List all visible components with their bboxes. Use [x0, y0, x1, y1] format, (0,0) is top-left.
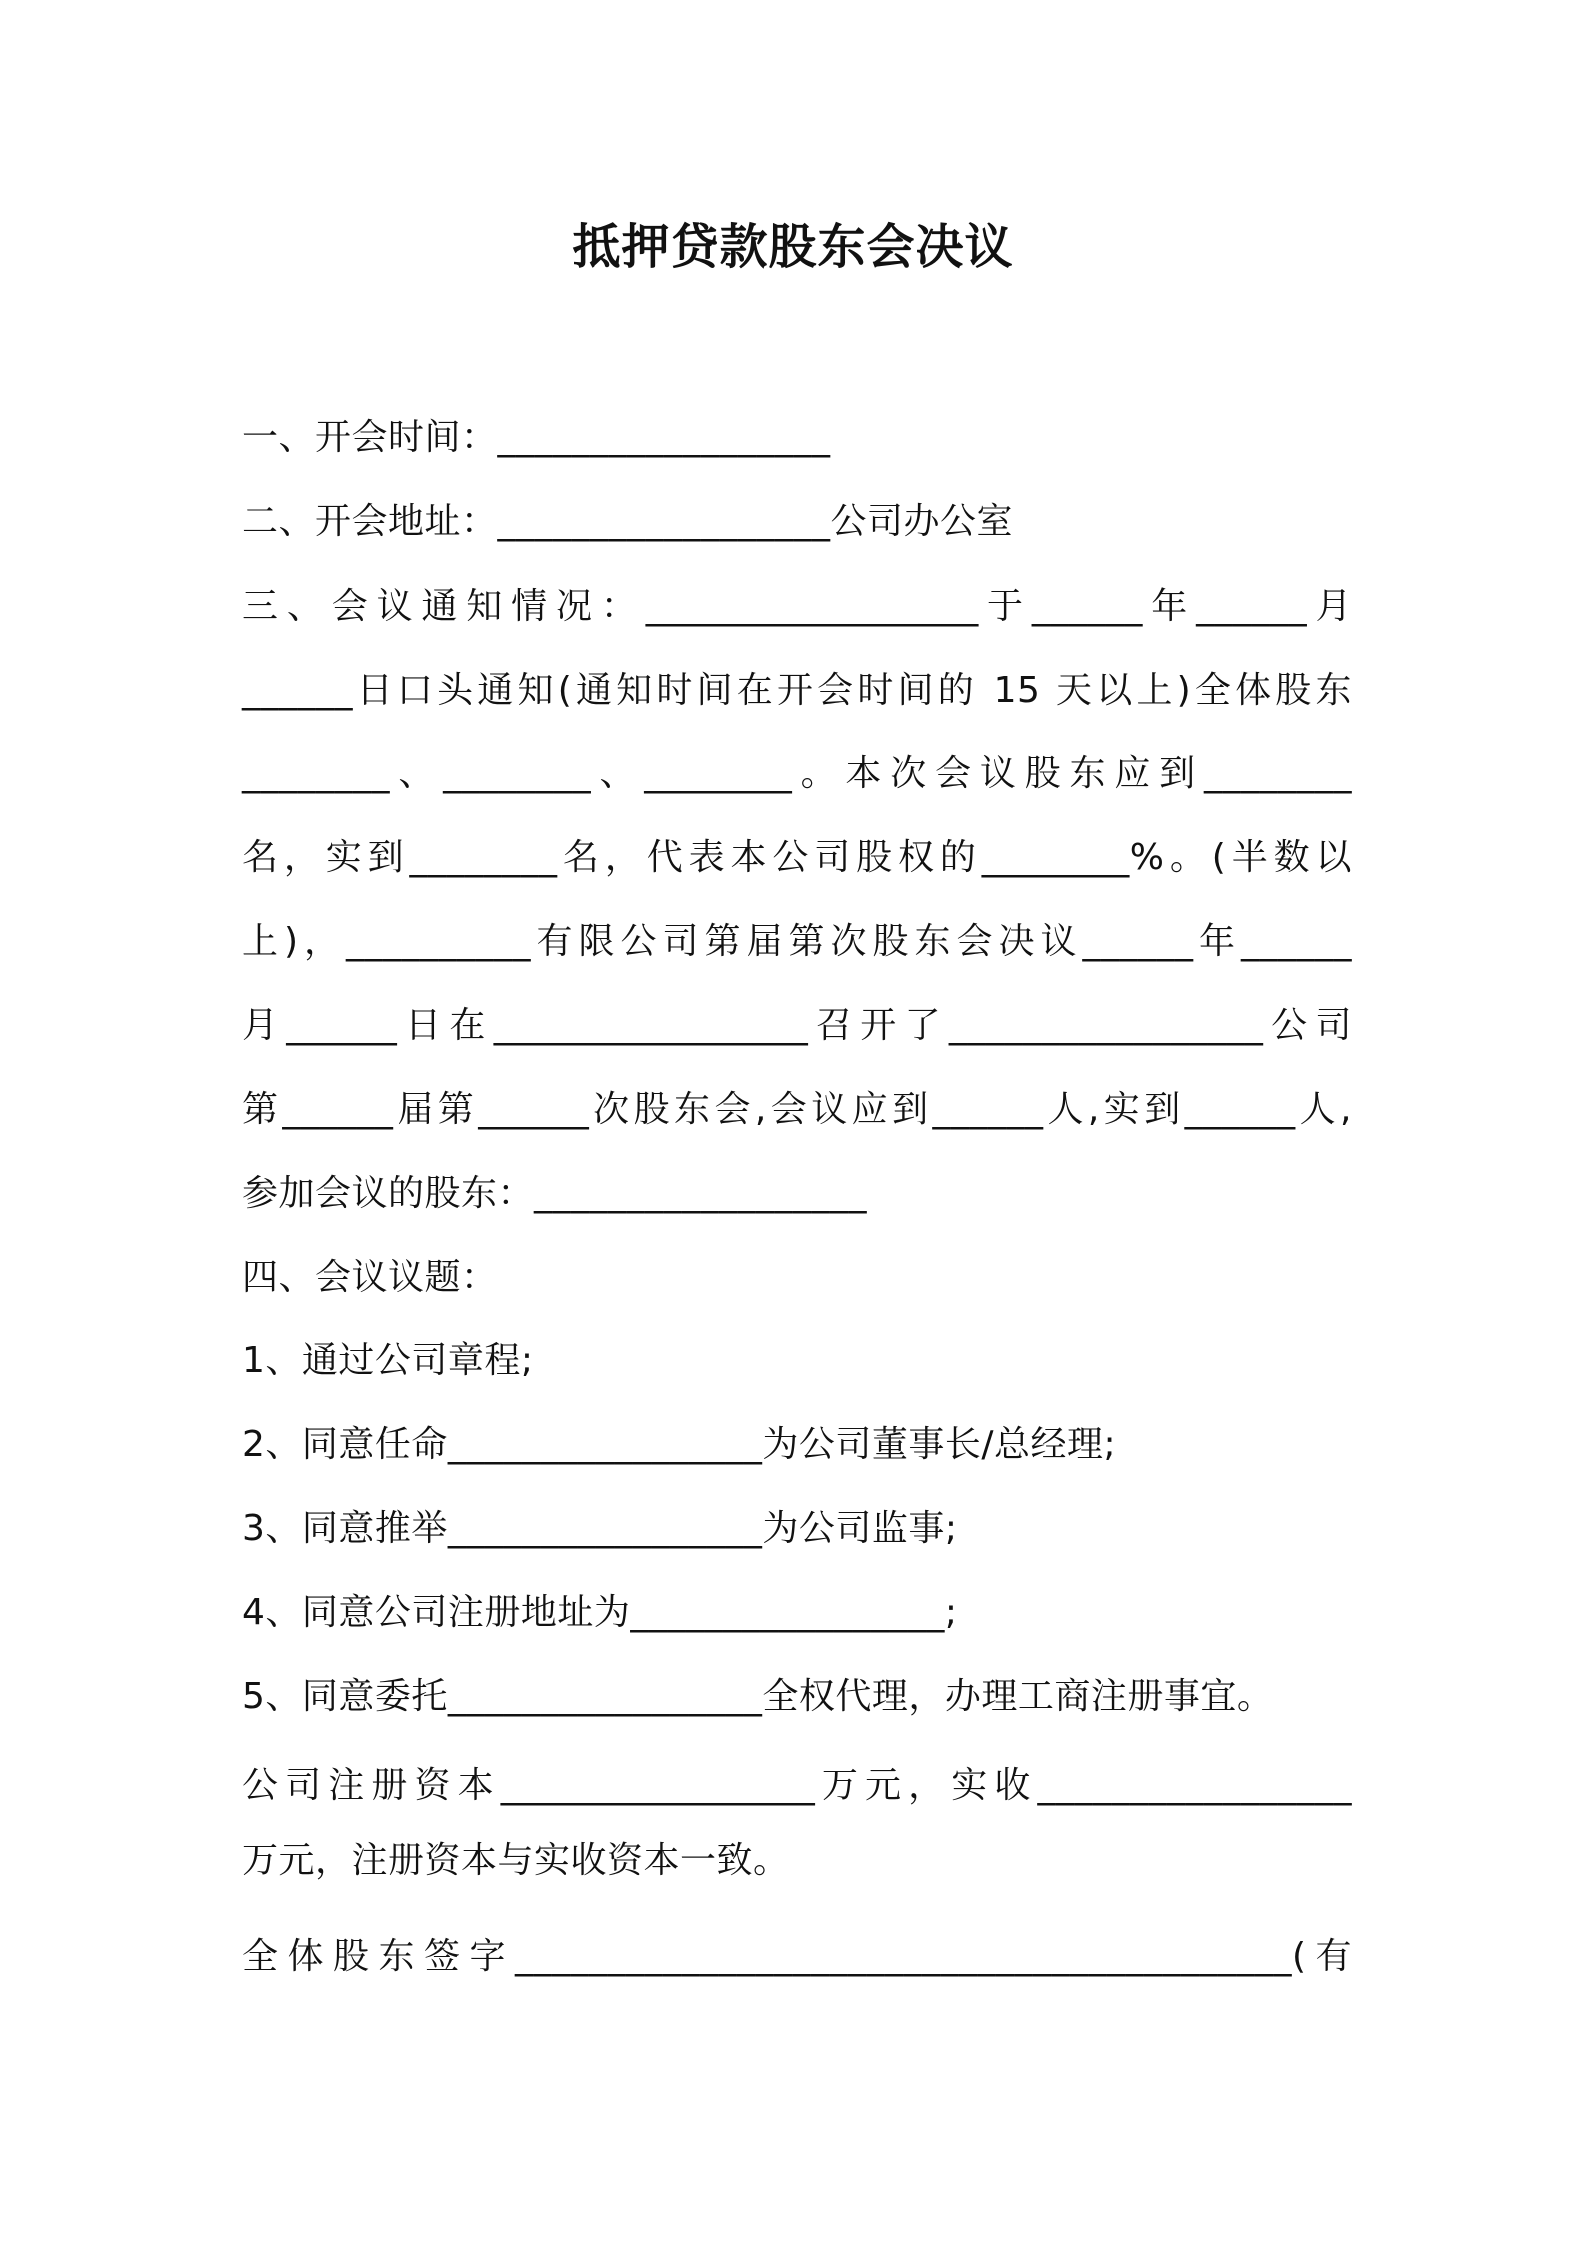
agenda-item: 4、同意公司注册地址为_________________;: [242, 1592, 958, 1633]
registered-capital-line: 公司注册资本_________________万元，实收_________________: [242, 1765, 1352, 1806]
shareholders-line: ________、________、________。本次会议股东应到________: [242, 753, 1352, 794]
meeting-notice-line: 三、会议通知情况：__________________于______年______月: [242, 586, 1352, 627]
attendance-line: 名，实到________名，代表本公司股权的________%。(半数以: [242, 837, 1352, 878]
attending-shareholders-line: 参加会议的股东：__________________: [242, 1173, 868, 1214]
meeting-address-line: 二、开会地址：__________________公司办公室: [242, 501, 1014, 542]
agenda-item: 2、同意任命_________________为公司董事长/总经理;: [242, 1424, 1117, 1465]
session-count-line: 第______届第______次股东会,会议应到______人,实到______人,: [242, 1089, 1352, 1130]
shareholder-signature-line: 全体股东签字__________________________________________(有: [242, 1936, 1352, 1977]
agenda-item: 3、同意推举_________________为公司监事;: [242, 1508, 958, 1549]
agenda-heading: 四、会议议题：: [242, 1257, 498, 1298]
notice-detail-line: ______日口头通知(通知时间在开会时间的 15 天以上)全体股东: [242, 670, 1352, 711]
capital-consistency-line: 万元，注册资本与实收资本一致。: [242, 1840, 790, 1881]
agenda-item: 5、同意委托_________________全权代理，办理工商注册事宜。: [242, 1676, 1274, 1717]
meeting-time-line: 一、开会时间：__________________: [242, 417, 831, 458]
resolution-line: 上)，__________有限公司第届第次股东会决议______年______: [242, 921, 1352, 962]
agenda-item: 1、通过公司章程;: [242, 1340, 534, 1381]
document-title: 抵押贷款股东会决议: [572, 219, 1014, 275]
meeting-date-place-line: 月______日在_________________召开了_________________公司: [242, 1005, 1352, 1046]
